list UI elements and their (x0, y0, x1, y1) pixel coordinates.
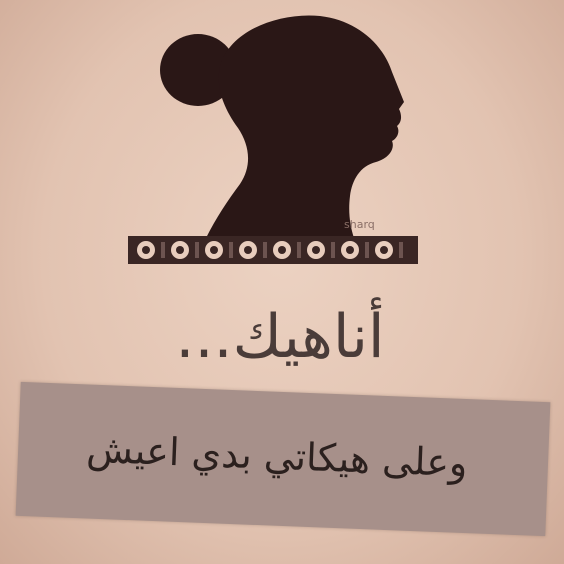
brand-watermark: sharq (344, 218, 375, 231)
woman-silhouette-icon (150, 6, 420, 246)
subtitle-text: وعلى هيكاتي بدي اعيش (85, 426, 469, 486)
floral-border-ornament (128, 230, 418, 270)
main-title: أناهيك... (175, 302, 385, 372)
